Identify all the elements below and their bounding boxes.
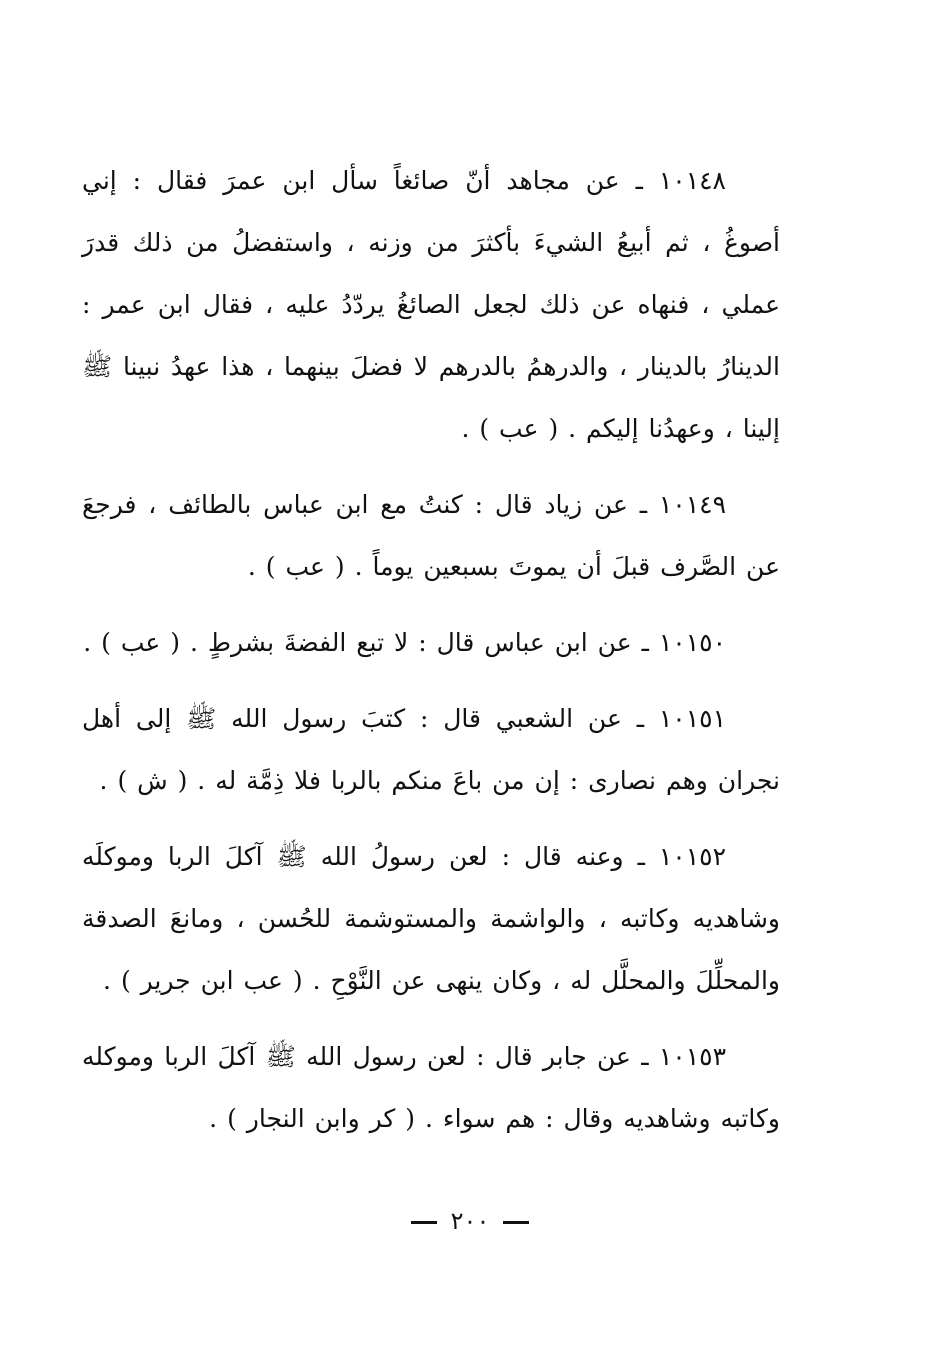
hadith-number: ١٠١٥٠ bbox=[658, 628, 726, 657]
page-number-dash-left bbox=[411, 1221, 437, 1224]
hadith-10152 bbox=[82, 826, 780, 1012]
hadith-10149 bbox=[82, 474, 780, 598]
hadith-10148 bbox=[82, 150, 780, 460]
hadith-text: ـ وعنه قال : لعن رسولُ الله ﷺ آكلَ الربا وموكلَه وشاهديه وكاتبه ، والواشمة والمستوشمة للحُسن ، ومانعَ الصدقة والمحلِّلَ والمحلَّل له ، وكان ينهى عن النَّوْحِ . ( عب ابن جرير ) . bbox=[82, 842, 780, 995]
hadith-text: ـ عن مجاهد أنّ صائغاً سأل ابن عمرَ فقال : إني أصوغُ ، ثم أبيعُ الشيءَ بأكثرَ من وزنه ، واستفضلُ من ذلك قدرَ عملي ، فنهاه عن ذلك لجعل الصائغُ يردّدُ عليه ، فقال ابن عمر : الدينارُ بالدينار ، والدرهمُ بالدرهم لا فضلَ بينهما ، هذا عهدُ نبينا ﷺ إلينا ، وعهدُنا إليكم . ( عب ) . bbox=[82, 166, 780, 443]
hadith-number: ١٠١٤٩ bbox=[658, 490, 726, 519]
hadith-10153 bbox=[82, 1026, 780, 1150]
hadith-number: ١٠١٥٣ bbox=[658, 1042, 726, 1071]
hadith-text: ـ عن زياد قال : كنتُ مع ابن عباس بالطائف ، فرجعَ عن الصَّرف قبلَ أن يموتَ بسبعين يوماً . ( عب ) . bbox=[82, 490, 780, 581]
hadith-number: ١٠١٤٨ bbox=[658, 166, 726, 195]
hadith-text: ـ عن جابر قال : لعن رسول الله ﷺ آكلَ الربا وموكله وكاتبه وشاهديه وقال : هم سواء . ( كر وابن النجار ) . bbox=[82, 1042, 780, 1133]
hadith-text-block bbox=[82, 150, 780, 1164]
hadith-text: ـ عن الشعبي قال : كتبَ رسول الله ﷺ إلى أهل نجران وهم نصارى : إن من باعَ منكم بالربا فلا ذِمَّة له . ( ش ) . bbox=[82, 704, 780, 795]
page-number-dash-right bbox=[503, 1221, 529, 1224]
hadith-text: ـ عن ابن عباس قال : لا تبع الفضةَ بشرطٍ . ( عب ) . bbox=[83, 628, 649, 657]
page-number-value: ٢٠٠ bbox=[450, 1207, 490, 1235]
hadith-10150 bbox=[82, 612, 780, 674]
hadith-number: ١٠١٥٢ bbox=[658, 842, 727, 871]
hadith-10151 bbox=[82, 688, 780, 812]
hadith-number: ١٠١٥١ bbox=[658, 704, 727, 733]
page-number bbox=[0, 1207, 940, 1235]
